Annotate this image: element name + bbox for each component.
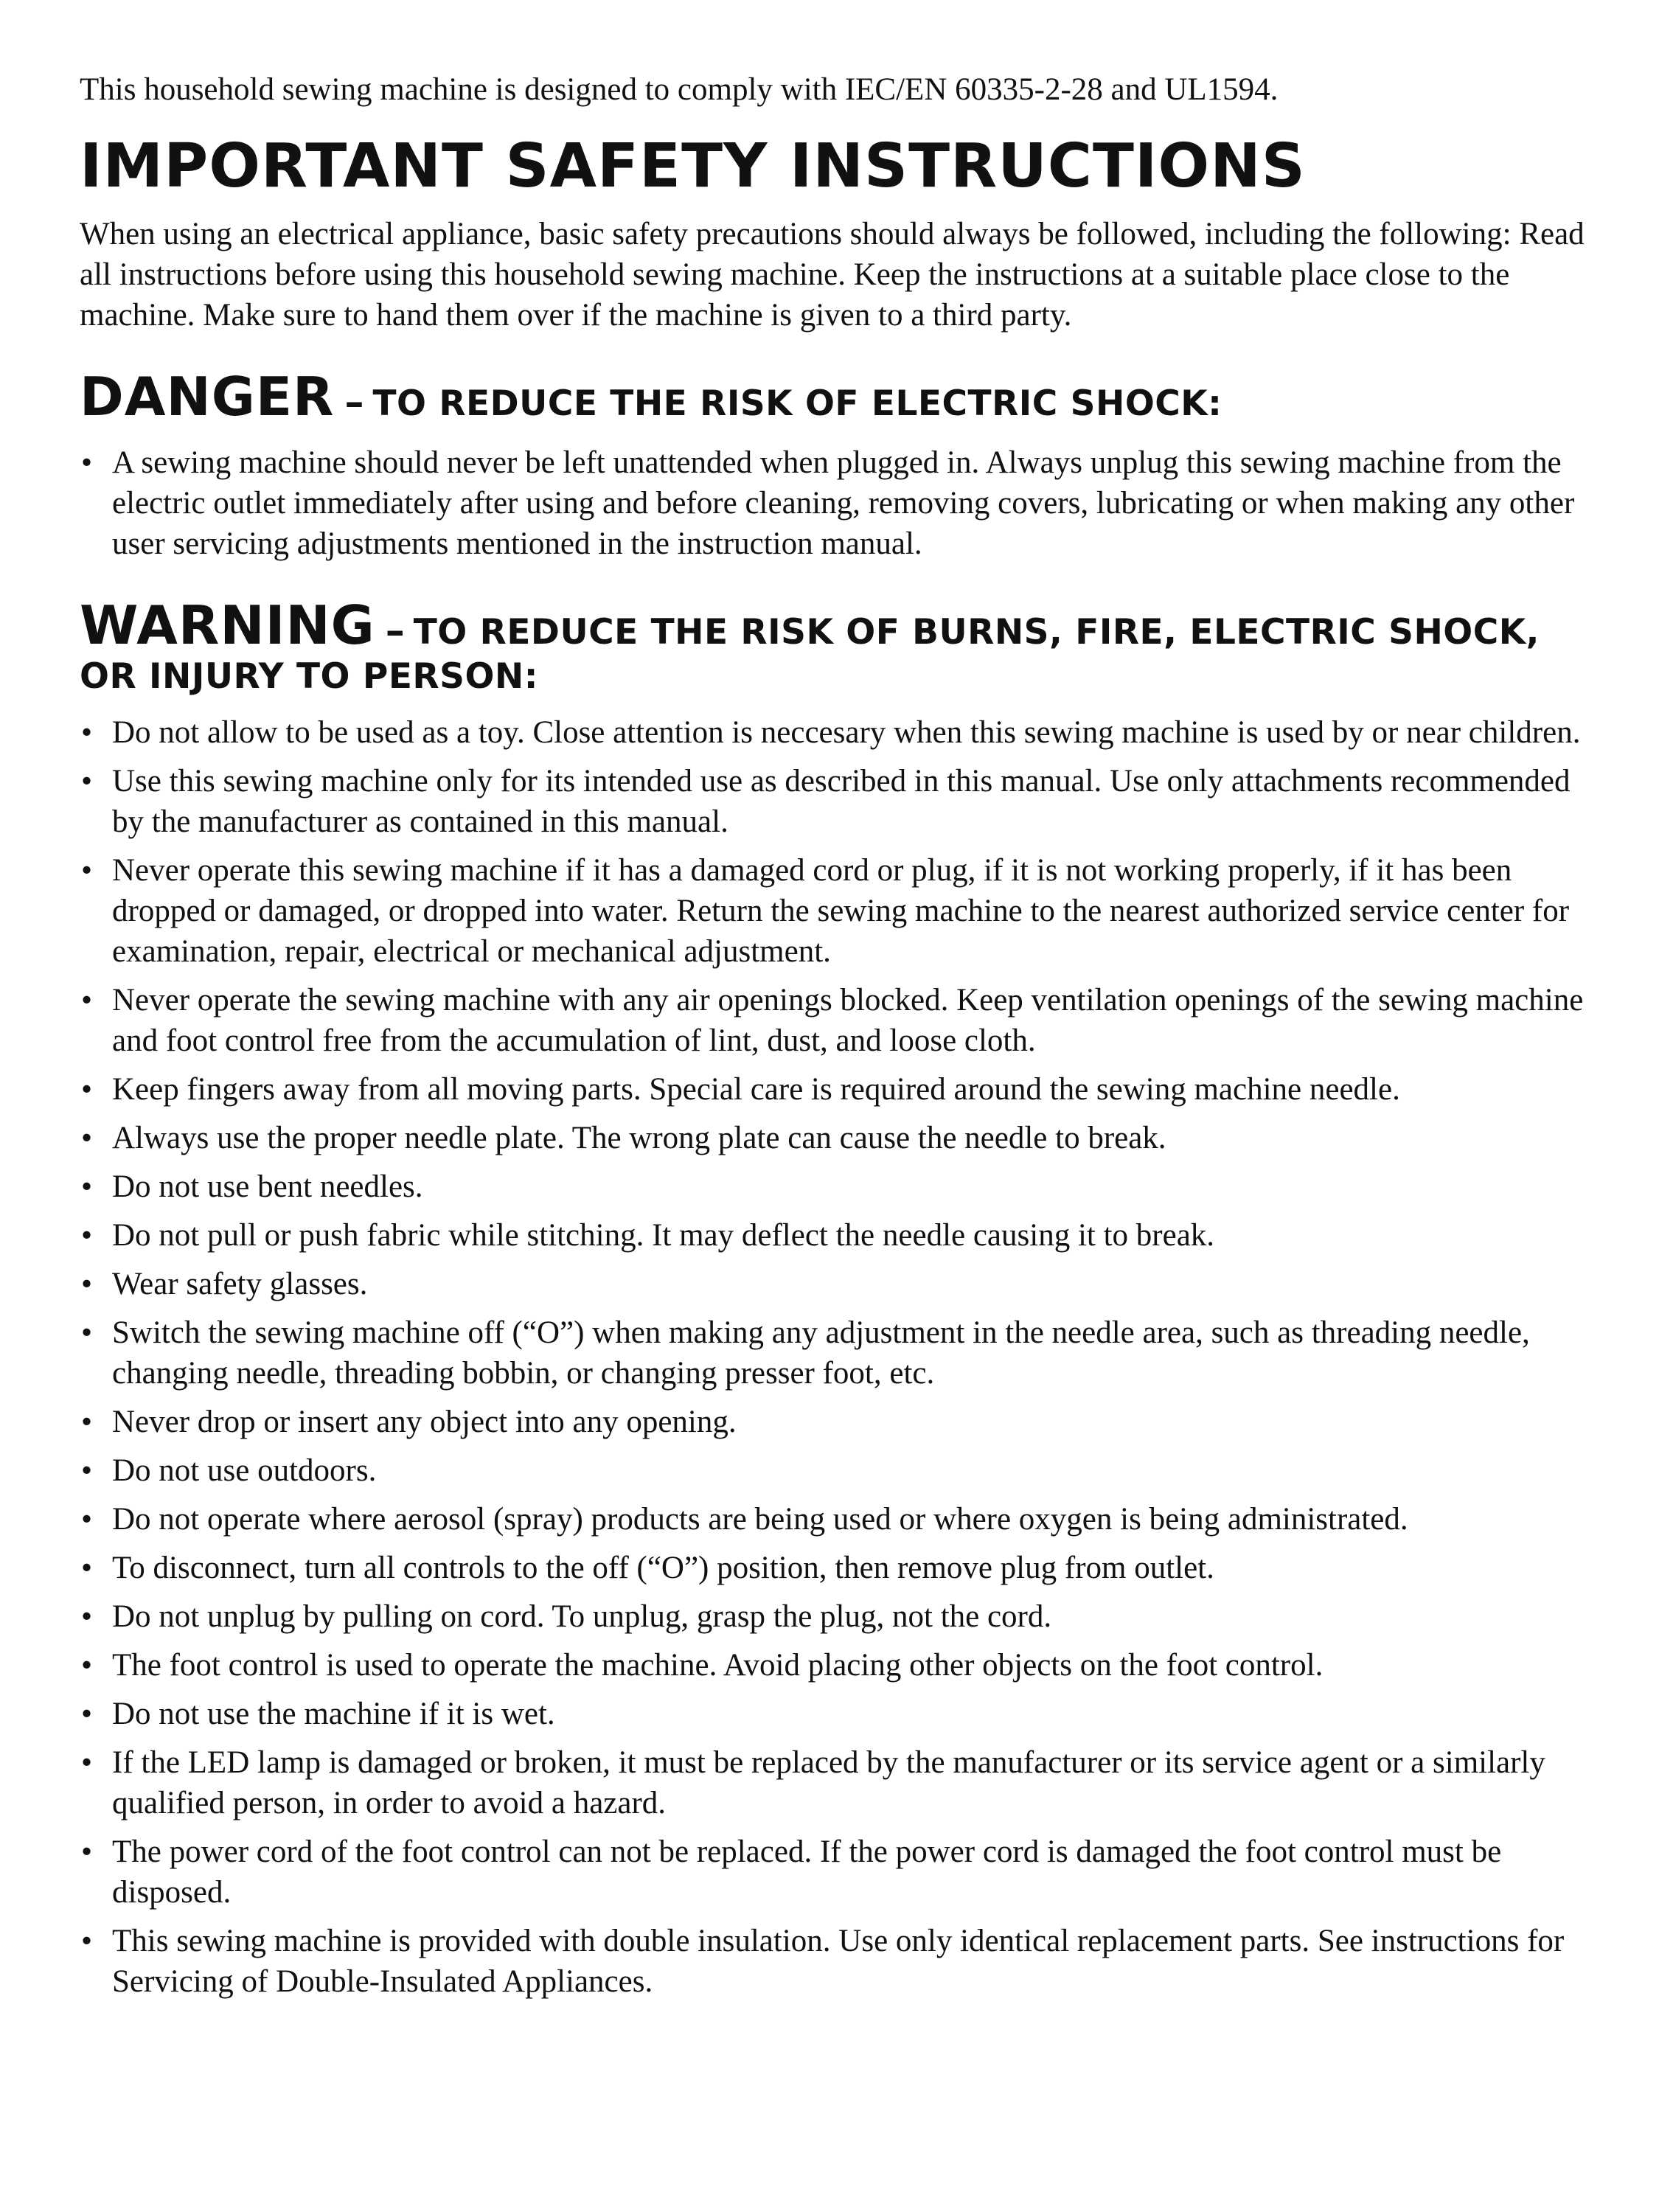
list-item: • Never drop or insert any object into any opening.	[80, 1402, 1606, 1442]
list-item: • Switch the sewing machine off (“O”) when making any adjustment in the needle area, such as threading needle, changing needle, threading bobbin, or changing presser foot, etc.	[80, 1312, 1606, 1394]
danger-subtitle: TO REDUCE THE RISK OF ELECTRIC SHOCK:	[372, 383, 1222, 424]
warning-dash: –	[385, 609, 405, 654]
list-item: • This sewing machine is provided with double insulation. Use only identical replacement parts. See instructions for Servicing of Double-Insulated Appliances.	[80, 1921, 1606, 2002]
list-item: • Never operate this sewing machine if it has a damaged cord or plug, if it is not working properly, if it has been dropped or damaged, or dropped into water. Return the sewing machine to the nearest authorized service center for examination, repair, electrical or mechanical adjustment.	[80, 850, 1606, 972]
list-item: • Never operate the sewing machine with any air openings blocked. Keep ventilation openings of the sewing machine and foot control free from the accumulation of lint, dust, and loose cloth.	[80, 980, 1606, 1061]
list-item: • Do not operate where aerosol (spray) products are being used or where oxygen is being administrated.	[80, 1499, 1606, 1540]
page-title: IMPORTANT SAFETY INSTRUCTIONS	[80, 131, 1306, 201]
warning-heading	[80, 594, 1606, 698]
list-item: • If the LED lamp is damaged or broken, it must be replaced by the manufacturer or its service agent or a similarly qualified person, in order to avoid a hazard.	[80, 1742, 1606, 1823]
list-item: • To disconnect, turn all controls to the off (“O”) position, then remove plug from outlet.	[80, 1548, 1606, 1588]
compliance-note: This household sewing machine is designed to comply with IEC/EN 60335-2-28 and UL1594.	[80, 72, 1279, 107]
danger-list	[80, 442, 1606, 564]
list-item: • Do not use bent needles.	[80, 1166, 1606, 1207]
safety-page	[80, 71, 1606, 2010]
warning-label: WARNING	[80, 594, 375, 657]
list-item: • Do not pull or push fabric while stitching. It may deflect the needle causing it to break.	[80, 1215, 1606, 1256]
list-item: • The power cord of the foot control can not be replaced. If the power cord is damaged the foot control must be disposed.	[80, 1832, 1606, 1913]
list-item: • Use this sewing machine only for its intended use as described in this manual. Use only attachments recommended by the manufacturer as contained in this manual.	[80, 761, 1606, 842]
danger-dash: –	[344, 380, 364, 425]
list-item: • Keep fingers away from all moving parts. Special care is required around the sewing machine needle.	[80, 1069, 1606, 1110]
list-item: • Do not unplug by pulling on cord. To unplug, grasp the plug, not the cord.	[80, 1596, 1606, 1637]
list-item: • Do not use the machine if it is wet.	[80, 1694, 1606, 1734]
warning-subtitle-line1: TO REDUCE THE RISK OF BURNS, FIRE, ELECTRIC SHOCK,	[413, 612, 1540, 653]
list-item: • Do not use outdoors.	[80, 1450, 1606, 1491]
danger-heading	[80, 368, 1606, 426]
warning-list	[80, 712, 1606, 2002]
list-item: • A sewing machine should never be left unattended when plugged in. Always unplug this sewing machine from the electric outlet immediately after using and before cleaning, removing covers, lubricating or when making any other user servicing adjustments mentioned in the instruction manual.	[80, 442, 1606, 564]
list-item: • Always use the proper needle plate. The wrong plate can cause the needle to break.	[80, 1118, 1606, 1158]
list-item: • Do not allow to be used as a toy. Close attention is neccesary when this sewing machine is used by or near children.	[80, 712, 1606, 753]
list-item: • Wear safety glasses.	[80, 1264, 1606, 1304]
warning-subtitle-line2: OR INJURY TO PERSON:	[80, 656, 539, 698]
intro-paragraph: When using an electrical appliance, basic safety precautions should always be followed, including the following: Read all instructions before using this household sewing machine. Keep the instructions at a suitable place close to the machine. Make sure to hand them over if the machine is given to a third party.	[80, 217, 1585, 333]
list-item: • The foot control is used to operate the machine. Avoid placing other objects on the foot control.	[80, 1645, 1606, 1686]
danger-label: DANGER	[80, 366, 335, 428]
